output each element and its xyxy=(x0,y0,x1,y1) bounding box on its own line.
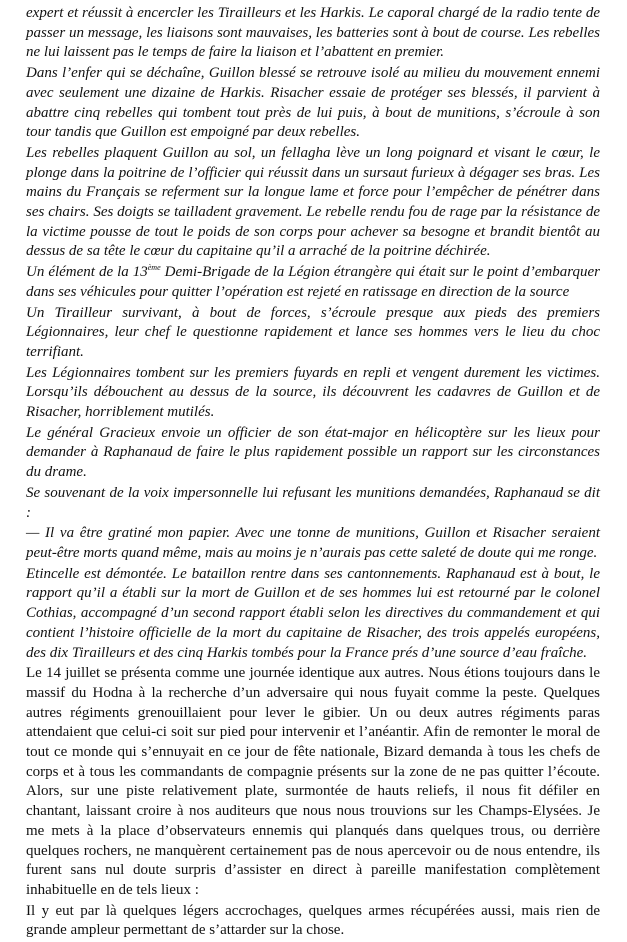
paragraph-text: Le général Gracieux envoie un officier de son état-major en hélicoptère sur les lieux pour demander à Raphanaud de faire le plus rapidement possible un rapport sur les circonstances du drame. xyxy=(26,424,600,481)
paragraph xyxy=(26,144,600,262)
paragraph-text: Le 14 juillet se présenta comme une journée identique aux autres. Nous étions toujours dans le massif du Hodna à la recherche d’un adversaire qui nous fuyait comme la peste. Quelques autres régiments grenouillaient pour lever le gibier. Un ou deux autres régiments paras attendaient que celui-ci soit sur pied pour intervenir et l’anéantir. Afin de remonter le moral de tout ce monde qui s’ennuyait en ce jour de fête nationale, Bizard demanda à tous les chefs de corps et à tous les commandants de compagnie présents sur la zone de ne pas quitter l’écoute. Alors, sur une piste relativement plate, surmontée de hauts reliefs, il nous fit défiler en chantant, laissant croire à nos auditeurs que nous nous trouvions sur les Champs-Elysées. Je me mets à la place d’observateurs ennemis qui planqués dans quelques trous, ou derrière quelques rochers, ne manquèrent certainement pas de nous apercevoir ou de nous entendre, ils furent sans nul doute surpris d’assister en direct à pareille manifestation complètement inhabituelle en de tels lieux : xyxy=(26,665,600,898)
paragraph xyxy=(26,364,600,423)
document-page xyxy=(26,4,600,942)
paragraph-text: Les Légionnaires tombent sur les premiers fuyards en repli et vengent durement les victimes. Lorsqu’ils débouchent au dessus de la source, ils découvrent les cadavres de Guillon et de Risacher, horriblement mutilés. xyxy=(26,364,600,421)
paragraph-text: Un Tirailleur survivant, à bout de forces, s’écroule presque aux pieds des premiers Légionnaires, leur chef le questionne rapidement et lance ses hommes vers le lieu du choc terrifiant. xyxy=(26,304,600,360)
paragraph-text: Etincelle est démontée. Le bataillon rentre dans ses cantonnements. Raphanaud est à bout, le rapport qu’il a établi sur la mort de Guillon et de ses hommes lui est retourné par le colonel Cothias, accompagné d’un second rapport établi selon les directives du commandement et qui contient l’histoire officielle de la mort du capitaine de Risacher, des trois appelés européens, des dix Tirailleurs et des cinq Harkis tombés pour la France prés d’une source d’eau fraîche. xyxy=(26,565,600,661)
paragraph xyxy=(26,664,600,900)
paragraph xyxy=(26,565,600,664)
paragraph-text: Les rebelles plaquent Guillon au sol, un fellagha lève un long poignard et visant le cœur, le plonge dans la poitrine de l’officier qui réussit dans un sursaut furieux à dégager ses bras. Les mains du Français se referment sur la longue lame et force pour l’empêcher de pénétrer dans ses chairs. Ses doigts se tailladent gravement. Le rebelle rendu fou de rage par la résistance de la victime pousse de tout le poids de son corps pour achever sa besogne et brandit bientôt au dessus de sa tête le cœur du capitaine qu’il a arraché de la poitrine déchirée. xyxy=(26,144,600,260)
paragraph xyxy=(26,902,600,941)
paragraph xyxy=(26,424,600,483)
paragraph-text: Demi-Brigade de la Légion étrangère qui était sur le point d’embarquer dans ses véhicules pour quitter l’opération est rejeté en ratissage en direction de la source xyxy=(26,264,600,300)
paragraph xyxy=(26,304,600,363)
ordinal-superscript: ème xyxy=(147,263,161,273)
paragraph-text: Dans l’enfer qui se déchaîne, Guillon blessé se retrouve isolé au milieu du mouvement ennemi avec seulement une dizaine de Harkis. Risacher essaie de protéger ses blessés, il parvient à abattre cinq rebelles qui tombent tout près de lui puis, à bout de munitions, s’écroule à son tour tandis que Guillon est empoigné par deux rebelles. xyxy=(26,65,600,141)
paragraph xyxy=(26,4,600,63)
paragraph-text: Il y eut par là quelques légers accrochages, quelques armes récupérées aussi, mais rien de grande ampleur permettant de s’attarder sur la chose. xyxy=(26,902,600,939)
paragraph-text: expert et réussit à encercler les Tirailleurs et les Harkis. Le caporal chargé de la radio tente de passer un message, les liaisons sont mauvaises, les batteries sont à bout de course. Les rebelles ne lui laissent pas le temps de faire la liaison et l’abattent en premier. xyxy=(26,5,600,61)
paragraph xyxy=(26,263,600,302)
paragraph xyxy=(26,64,600,143)
paragraph-text: — Il va être gratiné mon papier. Avec une tonne de munitions, Guillon et Risacher seraient peut-être morts quand même, mais au moins je n’aurais pas cette saleté de doute qui me ronge. xyxy=(26,525,600,561)
paragraph-text-prefix: Un élément de la 13 xyxy=(26,264,148,281)
paragraph-text: Se souvenant de la voix impersonnelle lui refusant les munitions demandées, Raphanaud se dit : xyxy=(26,484,600,521)
dialogue-paragraph xyxy=(26,524,600,563)
paragraph xyxy=(26,484,600,523)
